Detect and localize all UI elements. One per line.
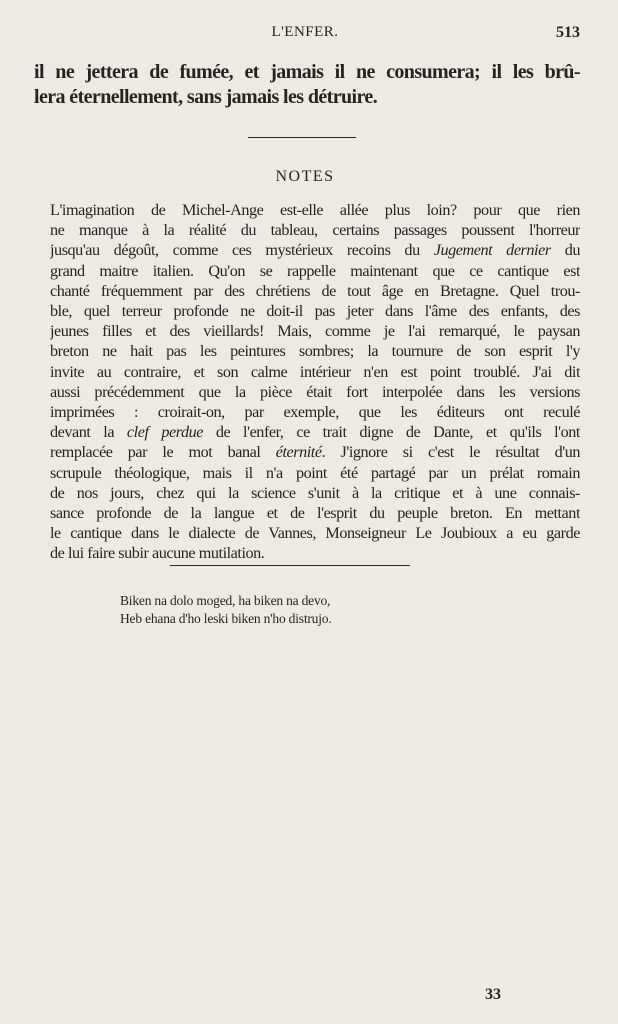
notes-line [50, 442, 580, 462]
italic-term: éternité [275, 443, 322, 462]
notes-line [50, 483, 580, 503]
notes-heading: NOTES [275, 168, 335, 185]
notes-line [50, 200, 580, 220]
section-divider [248, 137, 356, 138]
notes-line [50, 422, 580, 442]
text-run: chanté fréquemment par des chrétiens de tout âge en Bretagne. Quel trou- [50, 281, 580, 300]
text-run: breton ne hait pas les peintures sombres; la tournure de son esprit l'y [50, 342, 580, 361]
text-run: sance profonde de la langue et de l'esprit du peuple breton. En mettant [50, 504, 580, 523]
verse-line: Biken na dolo moged, ha biken na devo, [120, 593, 331, 608]
text-run: imprimées : croirait-on, par exemple, que les éditeurs ont reculé [50, 403, 580, 422]
text-run: scrupule théologique, mais il n'a point été partagé par un prélat romain [50, 463, 580, 482]
text-run: grand maitre italien. Qu'on se rappelle maintenant que ce cantique est [50, 261, 580, 280]
text-run: de lui faire subir aucune mutilation. [50, 544, 265, 563]
text-run: le cantique dans le dialecte de Vannes, Monseigneur Le Joubioux a eu garde [50, 524, 580, 543]
notes-line [50, 240, 580, 260]
italic-term: Jugement dernier [433, 241, 551, 260]
text-run: jusqu'au dégoût, comme ces mystérieux recoins du [50, 241, 434, 260]
notes-line [50, 523, 580, 543]
text-run: ble, quel terreur profonde ne doit-il pas jeter dans l'âme des enfants, des [50, 302, 580, 321]
notes-line [50, 281, 580, 301]
notes-line [50, 503, 580, 523]
text-run: de l'enfer, ce trait digne de Dante, et qu'ils l'ont [202, 423, 580, 442]
verse-line: Heb ehana d'ho leski biken n'ho distrujo. [120, 611, 332, 626]
text-run: devant la [50, 423, 127, 442]
notes-line [50, 321, 580, 341]
italic-term: clef perdue [126, 423, 203, 442]
notes-line [50, 362, 580, 382]
notes-line [50, 261, 580, 281]
notes-line [50, 402, 580, 422]
notes-paragraph [50, 200, 580, 564]
notes-line [50, 463, 580, 483]
notes-line [50, 220, 580, 240]
notes-line [50, 382, 580, 402]
text-run: de nos jours, chez qui la science s'unit à la critique et à une connais- [50, 483, 580, 502]
lead-paragraph [34, 60, 580, 110]
text-run: invite au contraire, et son calme intérieur n'en est point troublé. J'ai dit [50, 362, 580, 381]
verse-divider [170, 565, 410, 566]
verse-quote [120, 592, 332, 628]
text-run: ne manque à la réalité du tableau, certains passages poussent l'horreur [50, 221, 580, 240]
text-run: remplacée par le mot banal [50, 443, 276, 462]
running-title: L'ENFER. [271, 24, 339, 40]
lead-line: il ne jettera de fumée, et jamais il ne consumera; il les brû- [34, 61, 580, 83]
text-run: L'imagination de Michel-Ange est-elle allée plus loin? pour que rien [50, 201, 580, 219]
notes-line [50, 301, 580, 321]
lead-line: lera éternellement, sans jamais les détruire. [34, 86, 378, 108]
page-number: 513 [556, 24, 580, 41]
notes-line [50, 341, 580, 361]
text-run: . J'ignore si c'est le résultat d'un [321, 443, 580, 462]
notes-line [50, 543, 580, 563]
text-run: aussi précédemment que la pièce était fort interpolée dans les versions [50, 382, 580, 401]
text-run: du [550, 241, 580, 260]
text-run: jeunes filles et des vieillards! Mais, comme je l'ai remarqué, le paysan [50, 322, 580, 341]
signature-mark: 33 [485, 986, 501, 1003]
